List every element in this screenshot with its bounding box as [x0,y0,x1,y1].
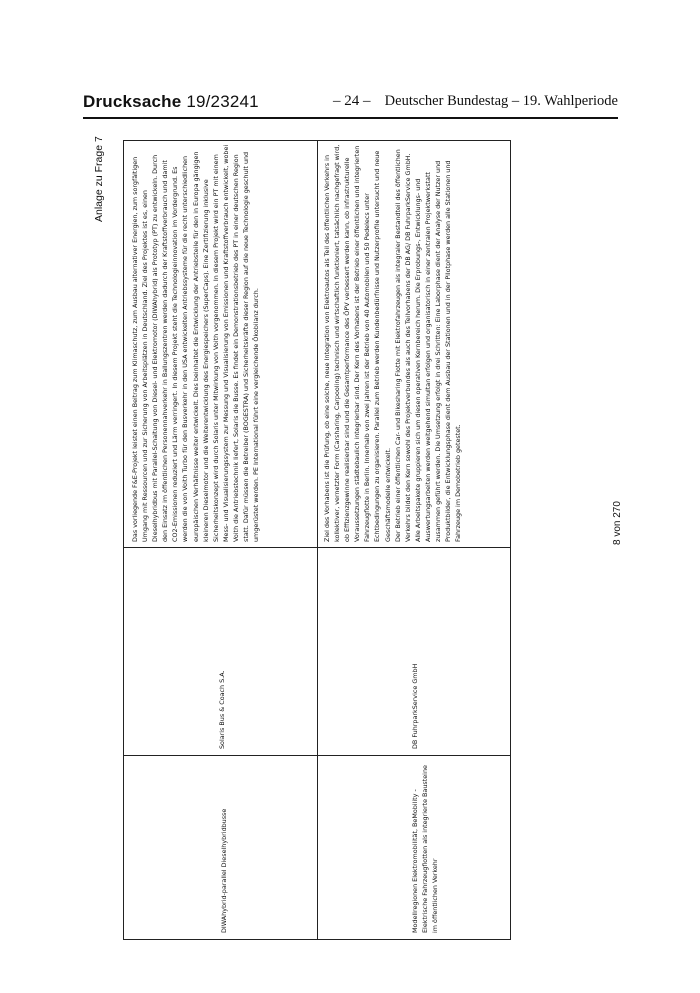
page-header [83,92,618,116]
project-description-part1: Ziel des Vorhabens ist die Prüfung, ob eine solche, neue Integration von Elektroautos als Teil des öffentlichen Verkehrs in kollektiver, vernetzter Form (Carsharing, Carpooling) technisch und wirtschaftlich funktioniert, tatsächlich nachgefragt wird, ob Effizienzgewinne realisierbar sind und die Gesamtperformance des ÖPV verbessert werden kann, ob infrastrukturelle Voraussetzungen städtebaulich integrierbar sind. Der Kern des Vorhabens ist der Betrieb einer öffentlichen und integrierten Fahrzeugflotte in Berlin. Innerhalb von zwei Jahren ist der Betrieb von 40 Automobilen und 50 Pedelecs unter Echtbedingungen zu organisieren. Parallel zum Betrieb werden Kundenbedürfnisse und Nutzerprofile untersucht und neue Geschäftsmodelle entwickelt. [323,144,392,542]
page-marker: – 24 – [333,93,371,109]
description-cell [130,144,261,542]
project-description-part2: Der Betrieb einer öffentlichen Car- und Bikesharing Flotte mit Elektrofahrzeugen als integraler Bestandteil des öffentlichen Verkehrs bildet den Kern sowohl des Projektverbundes als auch des Teilvorhabens der DB AG/ DB FuhrparkService GmbH. Alle Arbeitspakete gruppieren sich um diesen operativen Kernbereich herum. Die Erprobungs-, Entwicklungs- und Auswertungsarbeiten werden weitgehend simultan erfolgen und organisatorisch in einer zentralen Projektwerkstatt zusammen geführt werden. Die Umsetzung erfolgt in drei Schritten: Eine Laborphase dient der Analyse der Nutzer und Produktbilder, die Entwicklungsphase dient dem Ausbau der Stationen und in der Pilotphase werden alle Stationen und Fahrzeuge im Demobetrieb getestet. [393,149,463,542]
parliament-period: Deutscher Bundestag – 19. Wahlperiode [384,93,618,109]
table-frame [123,140,511,940]
funding-table [123,140,511,940]
project-name: DIWAhybrid-parallel Dieselhybridbusse [220,808,228,933]
header-rule [83,117,618,119]
project-cell [219,763,229,933]
annex-label: Anlage zu Frage 7 [93,136,105,222]
drucksache-number: 19/23241 [186,92,259,111]
company-cell [410,559,420,749]
row-divider [317,141,318,939]
page-of-label: 8 von 270 [612,501,623,545]
description-cell [322,144,463,542]
company-name: DB FuhrparkService GmbH [411,663,419,749]
drucksache-reference [83,92,259,112]
project-name: Modellregionen Elektromobilität, BeMobility - Elektrische Fahrzeugflotten als integrierte Bausteine im öffentlichen Verkehr [411,765,440,933]
project-cell [410,763,440,933]
drucksache-label: Drucksache [83,92,182,111]
company-cell [217,559,227,749]
project-description: Das vorliegende F&E-Projekt leistet einen Beitrag zum Klimaschutz, zum Ausbau alternativer Energien, zum sorgfältigen Umgang mit Ressourcen und zur Sicherung von Arbeitsplätzen in Deutschland. Ziel des Projektes ist es, einen Dieselhybridbus mit Parallel-Schaltung von Diesel- und Elektromotor (DIWAhybrid) als Prototyp (PT) zu entwickeln. Durch den Einsatz im öffentlichen Personennahverkehr in Ballungszentren werden dadurch der Kraftstoffverbrauch und damit CO2-Emissionen reduziert und Lärm verringert. In diesem Projekt steht die Technologieinnovation im Vordergrund. Es werden die von Voith Turbo für den Busverkehr in den USA entwickelten Antriebssysteme für die recht unterschiedlichen europäischen Verhältnisse weiter entwickelt. Dies beinhaltet die Entwicklung der Antriebsteile für den in Europa gängigen kleineren Dieselmotor und die Weiterentwicklung des Energiespeichers (SuperCaps). Eine Zertifizierung inklusive Sicherheitskonzept wird durch Solaris unter Mitwirkung von Voith vorgenommen. In diesem Projekt wird ein PT mit einem Mess- und Visualisierungssystem zur Messung und Visualisierung von Emissionen und Kraftstoffverbrauch entwickelt, wobei Voith die Antriebstechnik liefert, Solaris die Busse. Es findet ein Demonstrationsbetrieb des PT in einer deutschen Region statt. Dafür müssen die Betreiber (BOGESTRA) und Sicherheitskräfte dieser Region auf die neue Technologie geschult und umgerüstet werden. PE International führt eine vergleichende Ökobilanz durch. [131,144,261,542]
company-name: Solaris Bus & Coach S.A. [218,670,226,749]
